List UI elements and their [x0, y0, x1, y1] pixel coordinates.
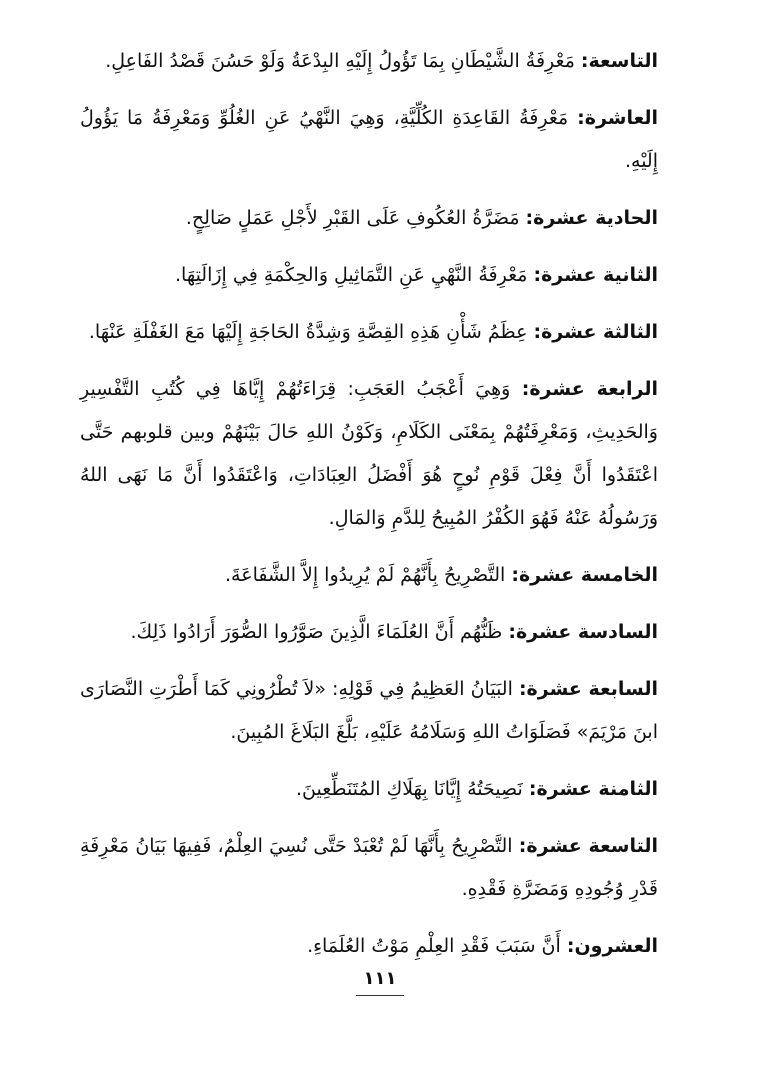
paragraph-body: مَضَرَّةُ العُكُوفِ عَلَى القَبْرِ لأَجْلِ عَمَلٍ صَالِحٍ. — [185, 207, 520, 229]
paragraph-lead: الثامنة عشرة: — [528, 778, 658, 800]
paragraph-body: ظَنُّهُم أَنَّ العُلَمَاءَ الَّذِينَ صَوَّرُوا الصُّوَرَ أَرَادُوا ذَلِكَ. — [130, 621, 503, 643]
paragraph-lead: الثالثة عشرة: — [533, 321, 658, 343]
paragraph-lead: الحادية عشرة: — [525, 207, 658, 229]
paragraph-lead: السابعة عشرة: — [518, 678, 659, 700]
paragraph-body: مَعْرِفَةُ الشَّيْطَانِ بِمَا تَؤُولُ إِلَيْهِ البِدْعَةُ وَلَوْ حَسُنَ قَصْدُ الفَاعِلِ. — [105, 50, 575, 72]
paragraph-body: التَّصْرِيحُ بِأَنَّهَا لَمْ تُعْبَدْ حَتَّى نُسِيَ العِلْمُ، فَفِيهَا بَيَانُ مَعْرِفَةِ قَدْرِ وُجُودِهِ وَمَضَرَّةِ فَقْدِهِ. — [80, 835, 658, 900]
paragraph-18 — [80, 768, 658, 811]
paragraph-body: وَهِيَ أَعْجَبُ العَجَبِ: قِرَاءَتُهُمْ إِيَّاهَا فِي كُتُبِ التَّفْسِيرِ وَالحَدِيثِ، وَمَعْرِفَتُهُمْ بِمَعْنَى الكَلَامِ، وَكَوْنُ اللهِ حَالَ بَيْنَهُمْ وبين قلوبهم حَتَّى اعْتَقَدُوا أَنَّ فِعْلَ قَوْمِ نُوحٍ هُوَ أَفْضَلُ العِبَادَاتِ، وَاعْتَقَدُوا أَنَّ مَا نَهَى اللهُ وَرَسُولُهُ عَنْهُ فَهُوَ الكُفْرُ المُبِيحُ لِلدَّمِ وَالمَالِ. — [80, 378, 658, 529]
paragraph-20 — [80, 925, 658, 968]
paragraph-body: عِظَمُ شَأْنِ هَذِهِ القِصَّةِ وَشِدَّةُ الحَاجَةِ إِلَيْهَا مَعَ الغَفْلَةِ عَنْهَا. — [88, 321, 528, 343]
paragraph-lead: الرابعة عشرة: — [521, 378, 658, 400]
paragraph-lead: الثانية عشرة: — [533, 264, 658, 286]
paragraph-lead: التاسعة عشرة: — [518, 835, 659, 857]
paragraph-body: مَعْرِفَةُ القَاعِدَةِ الكُلِّيَّةِ، وَهِيَ النَّهْيُ عَنِ الغُلُوِّ وَمَعْرِفَةُ مَا يَؤُولُ إِلَيْهِ. — [80, 107, 658, 172]
paragraph-lead: السادسة عشرة: — [508, 621, 658, 643]
paragraph-body: مَعْرِفَةُ النَّهْيِ عَنِ التَّمَاثِيلِ وَالحِكْمَةِ فِي إِزَالَتِهَا. — [174, 264, 528, 286]
paragraph-16 — [80, 611, 658, 654]
paragraph-9 — [80, 40, 658, 83]
paragraph-14 — [80, 368, 658, 540]
main-text — [80, 40, 658, 982]
paragraph-body: التَّصْرِيحُ بِأَنَّهُمْ لَمْ يُرِيدُوا إِلاَّ الشَّفَاعَةَ. — [225, 564, 506, 586]
paragraph-11 — [80, 197, 658, 240]
page-number: ١١١ — [363, 968, 397, 989]
paragraph-10 — [80, 97, 658, 183]
paragraph-17 — [80, 668, 658, 754]
paragraph-lead: العاشرة: — [577, 107, 658, 129]
paragraph-body: أَنَّ سَبَبَ فَقْدِ العِلْمِ مَوْتُ العُلَمَاءِ. — [307, 935, 561, 957]
paragraph-body: نَصِيحَتُهُ إِيَّانَا بِهَلَاكِ المُتَنَطِّعِينَ. — [296, 778, 523, 800]
paragraph-lead: التاسعة: — [580, 50, 658, 72]
paragraph-19 — [80, 825, 658, 911]
paragraph-lead: العشرون: — [566, 935, 658, 957]
paragraph-body: البَيَانُ العَظِيمُ فِي قَوْلِهِ: «لاَ تُطْرُونِي كَمَا أَطْرَتِ النَّصَارَى ابنَ مَرْيَمَ» فَصَلَوَاتُ اللهِ وَسَلَامُهُ عَلَيْهِ، بَلَّغَ البَلَاغَ المُبِينَ. — [80, 678, 658, 743]
paragraph-lead: الخامسة عشرة: — [511, 564, 658, 586]
paragraph-13 — [80, 311, 658, 354]
page-number-underline — [356, 995, 404, 996]
paragraph-15 — [80, 554, 658, 597]
paragraph-12 — [80, 254, 658, 297]
